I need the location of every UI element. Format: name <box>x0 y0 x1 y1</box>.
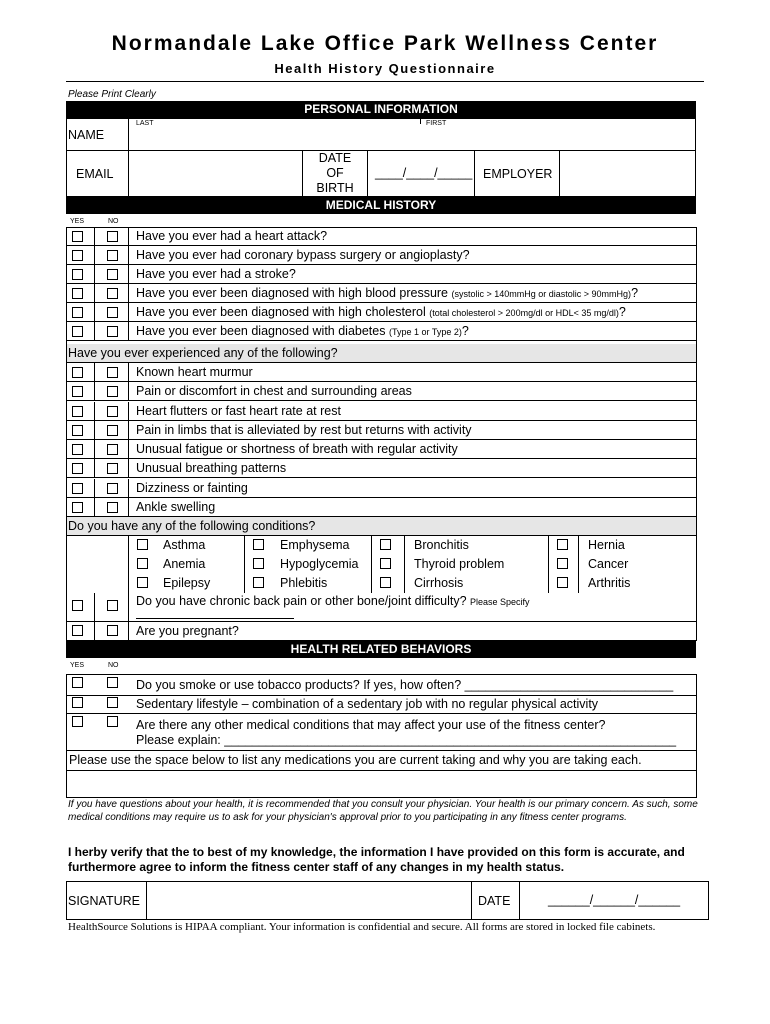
table-border <box>66 593 67 641</box>
col-divider <box>94 402 95 421</box>
experienced-text: Ankle swelling <box>136 499 216 514</box>
signature-field[interactable] <box>148 883 468 918</box>
no-checkbox[interactable] <box>107 231 118 242</box>
no-checkbox[interactable] <box>107 425 118 436</box>
employer-field[interactable] <box>562 152 692 195</box>
question-text <box>136 305 626 319</box>
table-border <box>696 593 697 641</box>
col-divider <box>128 459 129 478</box>
dob-label: DATE OF BIRTH <box>316 151 354 195</box>
print-note: Please Print Clearly <box>68 89 156 100</box>
col-divider <box>94 622 95 641</box>
col-divider <box>128 363 129 382</box>
medications-field[interactable] <box>68 772 694 795</box>
table-border <box>66 227 67 593</box>
col-divider <box>128 265 129 284</box>
condition-label: Emphysema <box>280 538 350 552</box>
yes-checkbox[interactable] <box>72 406 83 417</box>
col-divider <box>128 622 129 641</box>
no-checkbox[interactable] <box>107 307 118 318</box>
no-checkbox[interactable] <box>107 406 118 417</box>
name-label: NAME <box>68 128 105 142</box>
question-text <box>136 248 470 262</box>
agreement-text: I herby verify that the to best of my knowledge, the information I have provided on this form is accurate, and furthermore agree to inform the fitness center staff of any changes in my health status. <box>68 845 685 874</box>
yes-checkbox[interactable] <box>72 231 83 242</box>
col-divider <box>559 150 560 197</box>
col-divider <box>94 303 95 322</box>
col-divider <box>94 246 95 265</box>
experienced-row <box>66 440 696 459</box>
condition-checkbox[interactable] <box>137 577 148 588</box>
col-divider <box>548 536 549 593</box>
no-checkbox[interactable] <box>107 463 118 474</box>
no-checkbox[interactable] <box>107 483 118 494</box>
col-divider <box>146 881 147 920</box>
experienced-text: Pain or discomfort in chest and surrounding areas <box>136 384 412 399</box>
col-divider <box>578 536 579 593</box>
date-label: DATE <box>478 894 511 908</box>
other-conditions-yes-checkbox[interactable] <box>72 716 83 727</box>
row-divider <box>66 150 696 151</box>
col-divider <box>94 284 95 303</box>
form-subtitle: Health History Questionnaire <box>274 61 496 76</box>
question-tail: ? <box>618 305 626 319</box>
col-divider <box>244 536 245 593</box>
back-pain-question <box>136 594 530 608</box>
col-divider <box>519 881 520 920</box>
yes-checkbox[interactable] <box>72 483 83 494</box>
condition-checkbox[interactable] <box>557 539 568 550</box>
question-main: Have you ever been diagnosed with diabetes <box>136 324 386 338</box>
sedentary-question: Sedentary lifestyle – combination of a sedentary job with no regular physical activity <box>136 697 599 711</box>
experienced-header-row <box>66 344 696 363</box>
col-divider <box>128 440 129 459</box>
question-note: (Type 1 or Type 2) <box>388 327 462 337</box>
smoke-no-checkbox[interactable] <box>107 677 118 688</box>
email-field[interactable] <box>130 152 300 195</box>
question-text <box>136 229 327 243</box>
medical-history-bar: MEDICAL HISTORY <box>66 197 696 214</box>
col-divider <box>128 593 129 622</box>
no-checkbox[interactable] <box>107 502 118 513</box>
back-pain-no-checkbox[interactable] <box>107 600 118 611</box>
experienced-text: Pain in limbs that is alleviated by rest but returns with activity <box>136 422 472 437</box>
no-column-label: NO <box>108 662 119 669</box>
yes-column-label: YES <box>70 662 85 669</box>
smoke-question: Do you smoke or use tobacco products? If yes, how often? ______________________________ <box>136 678 674 692</box>
col-divider <box>128 246 129 265</box>
question-main: Have you ever had a stroke? <box>136 267 296 281</box>
condition-checkbox[interactable] <box>253 577 264 588</box>
experienced-text: Unusual fatigue or shortness of breath with regular activity <box>136 442 458 456</box>
col-divider <box>128 118 129 197</box>
yes-checkbox[interactable] <box>72 463 83 474</box>
condition-checkbox[interactable] <box>137 558 148 569</box>
col-divider <box>94 382 95 401</box>
experienced-row <box>66 459 696 478</box>
col-divider <box>128 479 129 498</box>
question-main: Have you ever had a heart attack? <box>136 229 328 243</box>
table-left-border <box>66 674 67 797</box>
col-divider <box>128 402 129 421</box>
dob-field[interactable]: ____/____/_____ <box>375 166 473 180</box>
question-main: Have you ever been diagnosed with high blood pressure <box>136 286 449 300</box>
signature-label: SIGNATURE <box>68 894 140 908</box>
table-border <box>696 227 697 593</box>
other-conditions-question: Are there any other medical conditions that may affect your use of the fitness center? <box>136 718 606 732</box>
condition-checkbox[interactable] <box>557 577 568 588</box>
experienced-text: Dizziness or fainting <box>136 480 248 495</box>
question-text <box>136 286 638 300</box>
question-note: (total cholesterol > 200mg/dl or HDL< 35 mg/dl) <box>429 308 619 318</box>
form-title: Normandale Lake Office Park Wellness Center <box>111 32 659 55</box>
medications-prompt: Please use the space below to list any medications you are current taking and why you are taking each. <box>69 753 642 767</box>
sedentary-yes-checkbox[interactable] <box>72 697 83 708</box>
email-label: EMAIL <box>76 167 114 181</box>
last-name-caption: LAST <box>136 120 154 127</box>
col-divider <box>94 440 95 459</box>
condition-label: Bronchitis <box>414 538 469 552</box>
col-divider <box>94 322 95 341</box>
col-divider <box>128 421 129 440</box>
personal-info-bar: PERSONAL INFORMATION <box>66 101 696 118</box>
table-right-border <box>696 674 697 797</box>
medical-question-row <box>66 284 696 303</box>
condition-label: Arthritis <box>588 576 631 590</box>
please-specify-label: Please Specify <box>470 597 530 607</box>
yes-checkbox[interactable] <box>72 288 83 299</box>
question-main: Have you ever had coronary bypass surgery or angioplasty? <box>136 248 470 262</box>
condition-label: Anemia <box>163 557 206 571</box>
no-checkbox[interactable] <box>107 269 118 280</box>
question-main: Have you ever been diagnosed with high cholesterol <box>136 305 426 319</box>
experienced-text: Unusual breathing patterns <box>136 461 287 476</box>
date-field[interactable]: ______/______/______ <box>548 893 681 907</box>
conditions-header-row <box>66 517 696 536</box>
medical-question-row <box>66 265 696 284</box>
explain-field[interactable]: Please explain: _________________________________________________________________ <box>136 733 677 747</box>
col-divider <box>128 498 129 517</box>
condition-checkbox[interactable] <box>253 539 264 550</box>
condition-label: Cirrhosis <box>414 576 464 590</box>
experienced-row <box>66 498 696 517</box>
smoke-yes-checkbox[interactable] <box>72 677 83 688</box>
yes-checkbox[interactable] <box>72 326 83 337</box>
name-field[interactable] <box>130 126 690 148</box>
experienced-text: Heart flutters or fast heart rate at rest <box>136 403 341 418</box>
yes-column-label: YES <box>70 218 85 225</box>
condition-label: Phlebitis <box>280 576 328 590</box>
col-divider <box>128 382 129 401</box>
col-divider <box>128 303 129 322</box>
condition-label: Hypoglycemia <box>280 557 359 571</box>
physician-note: If you have questions about your health, it is recommended that you consult your physician. Your health is our primary concern. As such, some medical conditions may require us to ask for your physician's approval prior to you participating in any fitness center programs. <box>68 799 698 823</box>
col-divider <box>94 265 95 284</box>
medical-question-row <box>66 303 696 322</box>
question-text <box>136 267 296 281</box>
no-checkbox[interactable] <box>107 367 118 378</box>
col-divider <box>94 459 95 478</box>
no-column-label: NO <box>108 218 119 225</box>
no-checkbox[interactable] <box>107 386 118 397</box>
yes-checkbox[interactable] <box>72 367 83 378</box>
question-note: (systolic > 140mmHg or diastolic > 90mmHg) <box>451 289 632 299</box>
header-divider <box>66 81 704 82</box>
no-checkbox[interactable] <box>107 288 118 299</box>
yes-checkbox[interactable] <box>72 269 83 280</box>
col-divider <box>371 536 372 593</box>
col-divider <box>94 498 95 517</box>
condition-checkbox[interactable] <box>380 558 391 569</box>
col-divider <box>474 150 475 197</box>
yes-checkbox[interactable] <box>72 444 83 455</box>
other-conditions-no-checkbox[interactable] <box>107 716 118 727</box>
condition-checkbox[interactable] <box>137 539 148 550</box>
condition-label: Thyroid problem <box>414 557 505 571</box>
col-divider <box>404 536 405 593</box>
no-checkbox[interactable] <box>107 326 118 337</box>
yes-checkbox[interactable] <box>72 386 83 397</box>
health-behaviors-bar: HEALTH RELATED BEHAVIORS <box>66 641 696 658</box>
condition-label: Hernia <box>588 538 625 552</box>
condition-label: Cancer <box>588 557 629 571</box>
row-divider <box>66 770 696 771</box>
col-divider <box>471 881 472 920</box>
condition-checkbox[interactable] <box>380 577 391 588</box>
col-divider <box>128 322 129 341</box>
col-divider <box>94 363 95 382</box>
question-tail: ? <box>631 286 639 300</box>
col-divider <box>367 150 368 197</box>
hipaa-note: HealthSource Solutions is HIPAA compliant. Your information is confidential and secure. All forms are stored in locked file cabinets. <box>68 921 656 933</box>
yes-checkbox[interactable] <box>72 502 83 513</box>
col-divider <box>94 593 95 622</box>
condition-label: Epilepsy <box>163 576 211 590</box>
condition-checkbox[interactable] <box>380 539 391 550</box>
back-pain-text: Do you have chronic back pain or other bone/joint difficulty? <box>136 594 467 608</box>
condition-label: Asthma <box>163 538 206 552</box>
experienced-row <box>66 479 696 498</box>
conditions-header: Do you have any of the following conditions? <box>68 519 316 533</box>
col-divider <box>94 421 95 440</box>
experienced-row <box>66 402 696 421</box>
experienced-row <box>66 363 696 382</box>
col-divider <box>128 227 129 246</box>
specify-line[interactable] <box>136 618 294 619</box>
experienced-text: Known heart murmur <box>136 365 253 379</box>
experienced-row <box>66 421 696 440</box>
pregnant-yes-checkbox[interactable] <box>72 625 83 636</box>
sedentary-no-checkbox[interactable] <box>107 697 118 708</box>
back-pain-yes-checkbox[interactable] <box>72 600 83 611</box>
question-text <box>136 324 469 338</box>
col-divider <box>128 536 129 593</box>
first-name-caption: FIRST <box>426 120 447 127</box>
name-tick <box>420 118 421 124</box>
question-tail: ? <box>461 324 469 338</box>
condition-checkbox[interactable] <box>557 558 568 569</box>
pregnant-question: Are you pregnant? <box>136 624 239 638</box>
no-checkbox[interactable] <box>107 444 118 455</box>
medical-question-row <box>66 322 696 341</box>
col-divider <box>94 479 95 498</box>
col-divider <box>94 227 95 246</box>
experienced-row <box>66 382 696 401</box>
yes-checkbox[interactable] <box>72 250 83 261</box>
col-divider <box>128 284 129 303</box>
medical-question-row <box>66 227 696 246</box>
yes-checkbox[interactable] <box>72 425 83 436</box>
pregnant-no-checkbox[interactable] <box>107 625 118 636</box>
no-checkbox[interactable] <box>107 250 118 261</box>
medical-question-row <box>66 246 696 265</box>
condition-checkbox[interactable] <box>253 558 264 569</box>
experienced-header: Have you ever experienced any of the following? <box>68 346 338 360</box>
yes-checkbox[interactable] <box>72 307 83 318</box>
employer-label: EMPLOYER <box>483 167 553 181</box>
